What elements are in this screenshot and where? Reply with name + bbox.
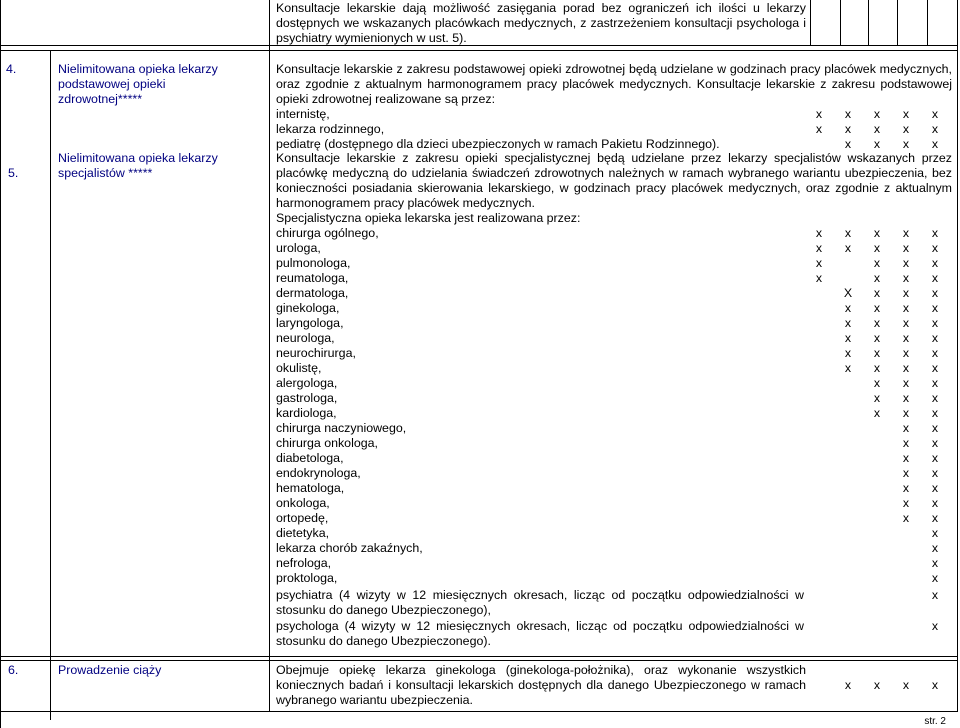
availability-mark: x: [931, 406, 939, 420]
availability-mark: x: [873, 107, 881, 121]
availability-mark: x: [844, 226, 852, 240]
availability-mark: x: [873, 256, 881, 270]
table-border-mark-col-1: [810, 0, 811, 45]
availability-mark: x: [873, 271, 881, 285]
availability-mark: x: [873, 678, 881, 692]
list-item: hematologa,: [276, 481, 345, 495]
availability-mark: x: [931, 286, 939, 300]
availability-mark: x: [931, 137, 939, 151]
availability-mark: x: [931, 271, 939, 285]
availability-mark: x: [873, 286, 881, 300]
list-item: reumatologa,: [276, 271, 349, 285]
availability-mark: x: [902, 421, 910, 435]
availability-mark: x: [931, 496, 939, 510]
availability-mark: x: [902, 436, 910, 450]
availability-mark: x: [844, 316, 852, 330]
availability-mark: x: [902, 391, 910, 405]
availability-mark: x: [902, 346, 910, 360]
list-item: ginekologa,: [276, 301, 340, 315]
section6-title: Prowadzenie ciąży: [58, 663, 162, 677]
availability-mark: x: [844, 301, 852, 315]
section5-intro: Konsultacje lekarskie z zakresu opieki specjalistycznej będą udzielane przez lekarzy specjalistów wskazanych przez placówkę medyczną do udzielania świadczeń zdrowotnych należnych w ramach wybranego wariantu ubezpieczenia, bez konieczności posiadania skierowania lekarskiego, w godzinach pracy placówek medycznych, oraz zgodnie z aktualnym harmonogramem pracy placówek medycznych.: [276, 151, 952, 210]
availability-mark: x: [931, 391, 939, 405]
availability-mark: x: [844, 122, 852, 136]
row-divider-section6: [0, 656, 958, 657]
availability-mark: x: [902, 122, 910, 136]
list-item: endokrynologa,: [276, 466, 361, 480]
availability-mark: x: [844, 107, 852, 121]
availability-mark: x: [873, 316, 881, 330]
availability-mark: x: [931, 316, 939, 330]
list-item: nefrologa,: [276, 556, 332, 570]
list-item: chirurga naczyniowego,: [276, 421, 407, 435]
availability-mark: x: [931, 588, 939, 602]
availability-mark: x: [902, 241, 910, 255]
list-item: okulistę,: [276, 361, 322, 375]
list-item: ortopedę,: [276, 511, 329, 525]
availability-mark: x: [931, 511, 939, 525]
list-item: chirurga ogólnego,: [276, 226, 379, 240]
availability-mark: x: [815, 122, 823, 136]
availability-mark: x: [902, 256, 910, 270]
list-item: psychiatra (4 wizyty w 12 miesięcznych okresach, licząc od początku odpowiedzialności w stosunku do danego Ubezpieczonego),: [276, 588, 804, 617]
availability-mark: x: [931, 301, 939, 315]
availability-mark: x: [873, 241, 881, 255]
section4-intro: Konsultacje lekarskie z zakresu podstawowej opieki zdrowotnej będą udzielane w godzinach pracy placówek medycznych, oraz zgodnie z aktualnym harmonogramem pracy placówek medycznych. Konsultacje lekarskie z zakresu podstawowej opieki zdrowotnej realizowane są przez:: [276, 62, 952, 106]
list-item: chirurga onkologa,: [276, 436, 378, 450]
availability-mark: x: [902, 286, 910, 300]
table-border-text-col: [269, 0, 270, 712]
availability-mark: x: [931, 331, 939, 345]
list-item: laryngologa,: [276, 316, 344, 330]
list-item: gastrologa,: [276, 391, 338, 405]
availability-mark: x: [931, 107, 939, 121]
availability-mark: x: [931, 571, 939, 585]
availability-mark: x: [931, 451, 939, 465]
section5-number: 5.: [8, 166, 19, 180]
row-divider-section6-2: [0, 660, 958, 661]
list-item: neurochirurga,: [276, 346, 356, 360]
availability-mark: x: [931, 678, 939, 692]
availability-mark: x: [902, 496, 910, 510]
availability-mark: x: [931, 421, 939, 435]
availability-mark: x: [931, 436, 939, 450]
availability-mark: x: [902, 678, 910, 692]
list-item: kardiologa,: [276, 406, 337, 420]
list-item: internistę,: [276, 107, 330, 121]
availability-mark: x: [902, 361, 910, 375]
section5-subheading: Specjalistyczna opieka lekarska jest realizowana przez:: [276, 211, 581, 225]
list-item: dermatologa,: [276, 286, 349, 300]
availability-mark: x: [815, 256, 823, 270]
availability-mark: x: [815, 107, 823, 121]
section4-number: 4.: [6, 62, 17, 76]
list-item: dietetyka,: [276, 526, 330, 540]
availability-mark: x: [873, 122, 881, 136]
page-number: str. 2: [924, 716, 946, 727]
list-item: pediatrę (dostępnego dla dzieci ubezpieczonych w ramach Pakietu Rodzinnego).: [276, 137, 720, 151]
table-border-mark-col-5: [927, 0, 928, 45]
availability-mark: x: [931, 556, 939, 570]
availability-mark: x: [873, 346, 881, 360]
table-border-mark-col-2: [840, 0, 841, 45]
availability-mark: x: [844, 137, 852, 151]
availability-mark: x: [902, 107, 910, 121]
availability-mark: x: [873, 137, 881, 151]
table-border-mark-col-4: [897, 0, 898, 45]
list-item: diabetologa,: [276, 451, 344, 465]
section5-title: Nielimitowana opieka lekarzy specjalistów *****: [58, 151, 218, 180]
list-item: alergologa,: [276, 376, 338, 390]
availability-mark: x: [902, 511, 910, 525]
availability-mark: x: [931, 376, 939, 390]
list-item: proktologa,: [276, 571, 338, 585]
availability-mark: x: [902, 137, 910, 151]
availability-mark: x: [902, 271, 910, 285]
availability-mark: x: [844, 241, 852, 255]
availability-mark: x: [931, 619, 939, 633]
table-border-title-col: [50, 50, 51, 720]
availability-mark: x: [931, 346, 939, 360]
availability-mark: x: [844, 361, 852, 375]
availability-mark: x: [902, 331, 910, 345]
availability-mark: x: [931, 226, 939, 240]
availability-mark: x: [873, 376, 881, 390]
availability-mark: x: [815, 271, 823, 285]
availability-mark: x: [873, 226, 881, 240]
availability-mark: x: [873, 406, 881, 420]
list-item: onkologa,: [276, 496, 330, 510]
table-border-mark-col-3: [868, 0, 869, 45]
list-item: urologa,: [276, 241, 321, 255]
availability-mark: x: [873, 331, 881, 345]
list-item: lekarza rodzinnego,: [276, 122, 385, 136]
availability-mark: x: [931, 541, 939, 555]
availability-mark: x: [902, 301, 910, 315]
section4-title: Nielimitowana opieka lekarzy podstawowej opieki zdrowotnej*****: [58, 62, 218, 106]
availability-mark: x: [902, 406, 910, 420]
availability-mark: x: [815, 226, 823, 240]
availability-mark: x: [815, 241, 823, 255]
availability-mark: x: [844, 346, 852, 360]
availability-mark: x: [902, 376, 910, 390]
availability-mark: x: [873, 301, 881, 315]
availability-mark: X: [843, 286, 853, 300]
availability-mark: x: [902, 466, 910, 480]
list-item: lekarza chorób zakaźnych,: [276, 541, 423, 555]
availability-mark: x: [873, 361, 881, 375]
availability-mark: x: [873, 391, 881, 405]
list-item: pulmonologa,: [276, 256, 351, 270]
list-item: psychologa (4 wizyty w 12 miesięcznych okresach, licząc od początku odpowiedzialności w stosunku do danego Ubezpieczonego).: [276, 619, 804, 648]
availability-mark: x: [931, 361, 939, 375]
availability-mark: x: [931, 526, 939, 540]
availability-mark: x: [931, 122, 939, 136]
row-divider-top-2: [0, 50, 958, 51]
availability-mark: x: [844, 331, 852, 345]
availability-mark: x: [902, 316, 910, 330]
section6-text: Obejmuje opiekę lekarza ginekologa (ginekologa-położnika), oraz wykonanie wszystkich koniecznych badań i konsultacji lekarskich dostępnych dla danego Ubezpieczonego w ramach wybranego wariantu ubezpieczenia.: [276, 663, 806, 707]
availability-mark: x: [931, 241, 939, 255]
table-border-right: [957, 0, 958, 712]
list-item: neurologa,: [276, 331, 335, 345]
availability-mark: x: [844, 678, 852, 692]
availability-mark: x: [931, 256, 939, 270]
availability-mark: x: [931, 481, 939, 495]
availability-mark: x: [902, 226, 910, 240]
section6-number: 6.: [8, 663, 19, 677]
availability-mark: x: [931, 466, 939, 480]
table-border-left: [0, 0, 1, 728]
availability-mark: x: [902, 481, 910, 495]
top-block-text: Konsultacje lekarskie dają możliwość zasięgania porad bez ograniczeń ich ilości u lekarzy dostępnych we wskazanych placówkach medycznych, z zastrzeżeniem konsultacji psychologa i psychiatry wymienionych w ust. 5).: [276, 1, 806, 45]
row-divider-bottom: [0, 711, 958, 712]
availability-mark: x: [902, 451, 910, 465]
